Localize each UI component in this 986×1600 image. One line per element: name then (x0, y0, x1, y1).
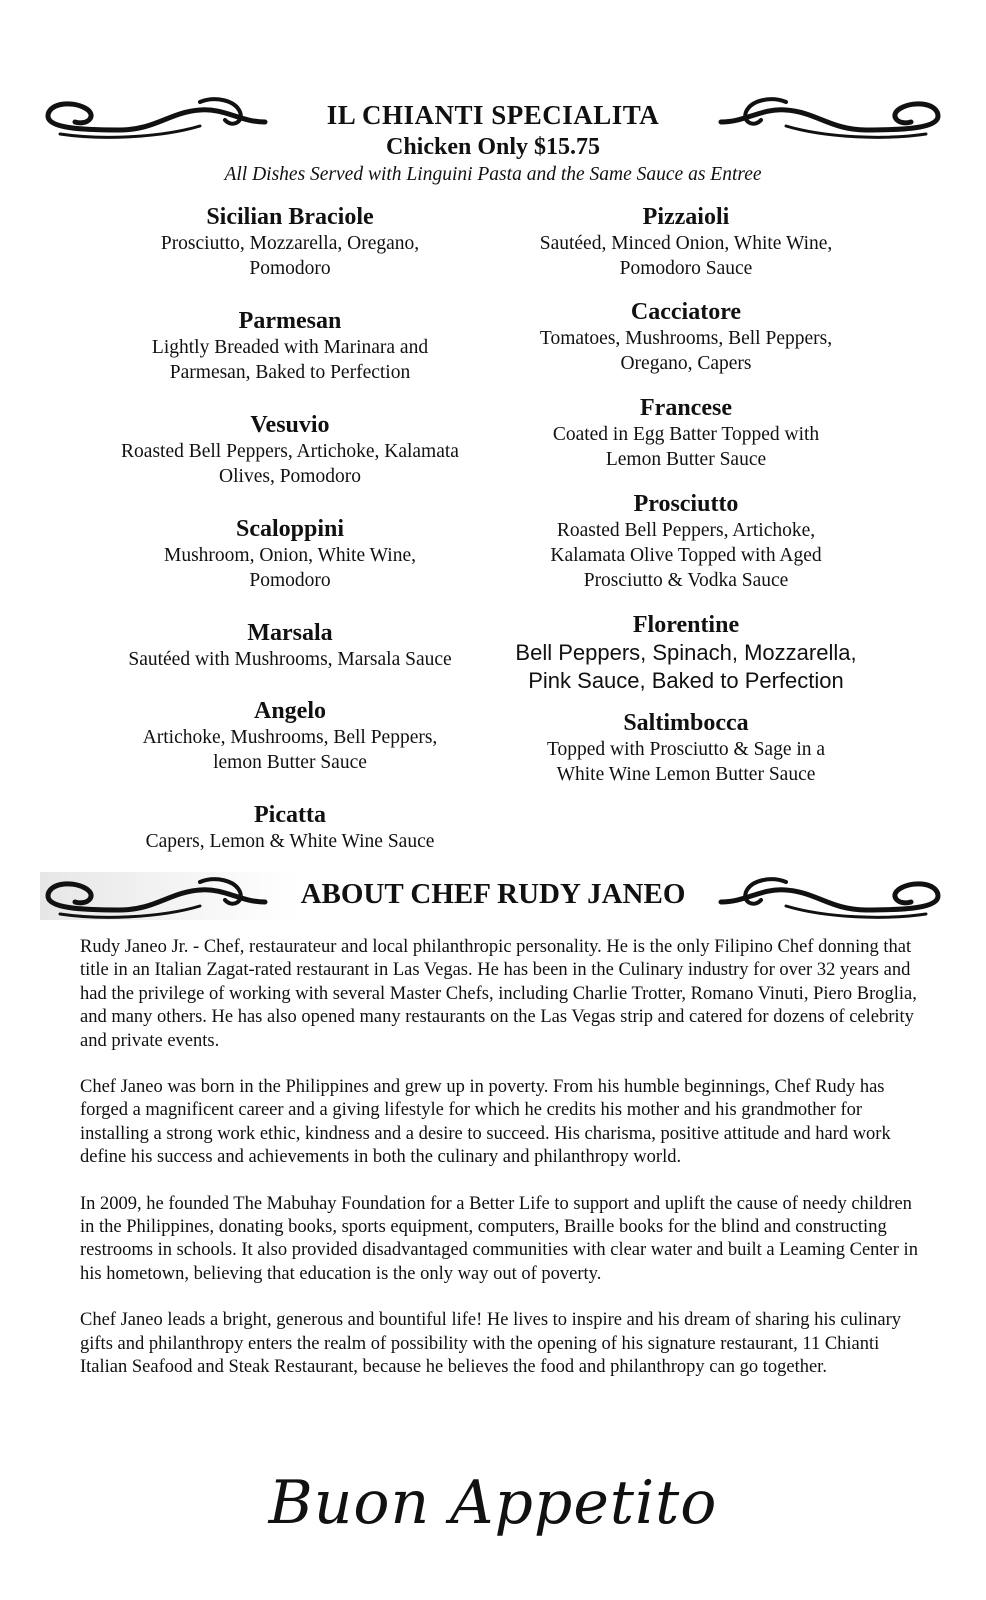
dish-description: lemon Butter Sauce (213, 752, 367, 773)
dish-description: Mushroom, Onion, White Wine, (164, 545, 416, 566)
dish-description: Coated in Egg Batter Topped with (552, 424, 820, 445)
dish-name: Sicilian Braciole (206, 204, 374, 230)
dish-item (486, 490, 886, 593)
dish-description: Kalamata Olive Topped with Aged (550, 545, 822, 566)
dish-description: Prosciutto & Vodka Sauce (583, 570, 789, 591)
dish-description: Pomodoro (249, 570, 331, 591)
dish-item (486, 394, 886, 472)
dish-description: Olives, Pomodoro (219, 466, 361, 487)
dish-item (90, 307, 490, 385)
dish-description: Oregano, Capers (620, 353, 752, 374)
dish-name: Parmesan (238, 308, 342, 334)
left-dish-column (90, 203, 490, 854)
dish-description: Parmesan, Baked to Perfection (169, 362, 411, 383)
dish-item (486, 709, 886, 787)
dish-item (90, 203, 490, 281)
dish-item (90, 801, 490, 854)
dish-name: Prosciutto (633, 491, 739, 517)
about-paragraph: Rudy Janeo Jr. - Chef, restaurateur and local philanthropic personality. He is the only Filipino Chef donning that title in an Italian Zagat-rated restaurant in Las Vegas. He has been in the Culinary industry for over 32 years and had the privilege of working with several Master Chefs, including Charlie Trotter, Romano Vinuti, Piero Broglia, and many others. He has also opened many restaurants on the Las Vegas strip and catered for dozens of celebrity and private events. (80, 937, 917, 1051)
dish-description: Lightly Breaded with Marinara and (151, 337, 429, 358)
dish-name: Saltimbocca (623, 710, 749, 736)
dish-item (90, 515, 490, 593)
dish-name: Cacciatore (630, 299, 742, 325)
dish-name: Florentine (632, 612, 740, 638)
dish-description: White Wine Lemon Butter Sauce (556, 764, 816, 785)
section-title: IL CHIANTI SPECIALITA (326, 100, 660, 130)
dish-item (90, 411, 490, 489)
dish-item (486, 298, 886, 376)
dish-description: Lemon Butter Sauce (605, 449, 767, 470)
dish-item (90, 619, 490, 672)
dish-name: Scaloppini (235, 516, 345, 542)
serving-note: All Dishes Served with Linguini Pasta and the Same Sauce as Entree (224, 164, 762, 185)
about-paragraph: Chef Janeo was born in the Philippines and grew up in poverty. From his humble beginnings, Chef Rudy has forged a magnificent career and a giving lifestyle for which he credits his mother and his grandmother for installing a strong work ethic, kindness and a desire to succeed. His charisma, positive attitude and hard work define his success and achievements in both the culinary and philanthropy world. (80, 1077, 891, 1168)
dish-description: Roasted Bell Peppers, Artichoke, (556, 520, 816, 541)
dish-description: Sautéed, Minced Onion, White Wine, (539, 233, 833, 254)
dish-item (90, 697, 490, 775)
dish-description: Pomodoro (249, 258, 331, 279)
about-paragraph: Chef Janeo leads a bright, generous and bountiful life! He lives to inspire and his dream of sharing his culinary gifts and philanthropy enters the realm of possibility with the opening of his signature restaurant, 11 Chianti Italian Seafood and Steak Restaurant, because he believes the food and philanthropy can go together. (80, 1310, 901, 1378)
dish-item (486, 203, 886, 281)
dish-name: Marsala (247, 620, 333, 646)
dish-description: Pomodoro Sauce (619, 258, 753, 279)
price-line: Chicken Only $15.75 (385, 134, 601, 160)
dish-name: Francese (640, 395, 732, 421)
dish-name: Angelo (254, 698, 326, 724)
right-dish-column (486, 203, 886, 787)
dish-description: Capers, Lemon & White Wine Sauce (145, 831, 435, 852)
dish-name: Picatta (254, 802, 326, 828)
dish-item (486, 611, 886, 695)
dish-description: Topped with Prosciutto & Sage in a (546, 739, 826, 760)
signoff-script: Buon Appetito (268, 1468, 718, 1538)
dish-description: Prosciutto, Mozzarella, Oregano, (160, 233, 420, 254)
dish-description: Pink Sauce, Baked to Perfection (528, 668, 844, 693)
about-text (80, 936, 925, 1403)
dish-description: Tomatoes, Mushrooms, Bell Peppers, (539, 328, 833, 349)
about-paragraph: In 2009, he founded The Mabuhay Foundation for a Better Life to support and uplift the cause of needy children in the Philippines, donating books, sports equipment, computers, Braille books for the blind and constructing restrooms in schools. It also provided disadvantaged communities with clear water and built a Leaming Center in his hometown, believing that education is the only way out of poverty. (80, 1193, 918, 1284)
dish-description: Artichoke, Mushrooms, Bell Peppers, (142, 727, 438, 748)
dish-description: Bell Peppers, Spinach, Mozzarella, (515, 640, 857, 665)
dish-description: Roasted Bell Peppers, Artichoke, Kalamata (121, 441, 459, 462)
dish-description: Sautéed with Mushrooms, Marsala Sauce (128, 649, 452, 670)
dish-name: Vesuvio (250, 412, 330, 438)
about-title: ABOUT CHEF RUDY JANEO (300, 878, 686, 910)
dish-name: Pizzaioli (642, 204, 730, 230)
